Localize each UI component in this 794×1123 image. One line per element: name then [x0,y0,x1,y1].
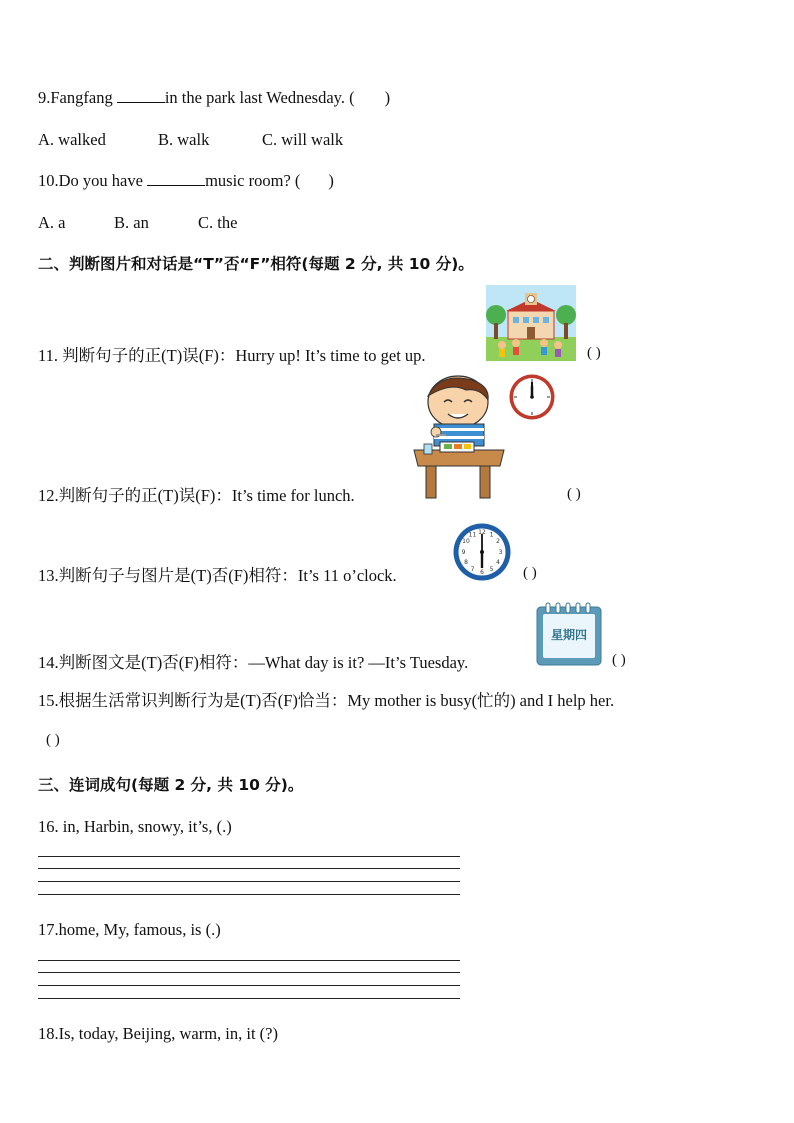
section-2-title: 二、判断图片和对话是“T”否“F”相符(每题 2 分, 共 10 分)。 [38,255,474,273]
question-10-text-end: music room? ( [205,171,301,190]
option-c: C. the [198,213,238,232]
question-16: 16. in, Harbin, snowy, it’s, (.) [38,817,232,836]
answer-line[interactable] [38,881,460,882]
answer-line[interactable] [38,894,460,895]
svg-text:10: 10 [462,538,470,545]
question-15: 15.根据生活常识判断行为是(T)否(F)恰当：My mother is busy(忙的) and I help her. [38,691,615,710]
answer-paren[interactable]: ( ) [587,345,601,361]
question-11: 11. 判断句子的正(T)误(F)：Hurry up! It’s time to get up. [38,346,426,365]
svg-text:4: 4 [496,559,500,566]
clock-twelve-picture [508,373,556,421]
question-13: 13.判断句子与图片是(T)否(F)相符：It’s 11 o’clock. [38,566,397,585]
question-12: 12.判断句子的正(T)误(F)：It’s time for lunch. [38,486,355,505]
svg-text:12: 12 [478,529,486,536]
boy-eating-lunch-picture [410,374,508,502]
clock-six-picture [452,522,512,582]
svg-text:9: 9 [461,549,466,556]
svg-text:1: 1 [489,531,494,539]
svg-text:5: 5 [489,566,494,573]
option-a: A. a [38,213,66,232]
question-14: 14.判断图文是(T)否(F)相符：—What day is it? —It’s Tuesday. [38,653,469,672]
question-10 [38,171,334,191]
svg-text:8: 8 [464,559,468,566]
svg-text:3: 3 [498,549,503,556]
answer-line[interactable] [38,868,460,869]
option-b: B. an [114,213,149,232]
answer-line[interactable] [38,856,460,857]
answer-line[interactable] [38,998,460,999]
answer-paren[interactable]: ( ) [523,565,537,581]
calendar-picture [536,602,602,666]
svg-text:2: 2 [496,538,500,545]
answer-line[interactable] [38,972,460,973]
answer-paren[interactable]: ( ) [612,652,626,668]
school-morning-picture [486,285,576,361]
answer-paren[interactable]: ( ) [46,732,60,748]
paren-close: ) [384,88,391,107]
svg-text:6: 6 [480,569,484,576]
question-9-text-start: 9.Fangfang [38,88,117,107]
question-9 [38,88,390,108]
option-b: B. walk [158,130,210,149]
answer-line[interactable] [38,985,460,986]
paren-close: ) [328,171,334,190]
question-10-text-start: 10.Do you have [38,171,148,190]
question-18: 18.Is, today, Beijing, warm, in, it (?) [38,1024,278,1043]
section-3-title: 三、连词成句(每题 2 分, 共 10 分)。 [38,776,304,794]
option-c: C. will walk [262,130,344,149]
answer-line[interactable] [38,960,460,961]
svg-text:11: 11 [468,531,477,539]
option-a: A. walked [38,130,106,149]
answer-blank[interactable] [117,88,165,103]
answer-paren[interactable]: ( ) [567,486,581,502]
question-17: 17.home, My, famous, is (.) [38,920,221,939]
answer-blank[interactable] [147,171,205,186]
calendar-weekday-label: 星期四 [550,628,587,642]
question-9-text-end: in the park last Wednesday. ( [164,88,355,107]
svg-text:7: 7 [470,566,475,573]
